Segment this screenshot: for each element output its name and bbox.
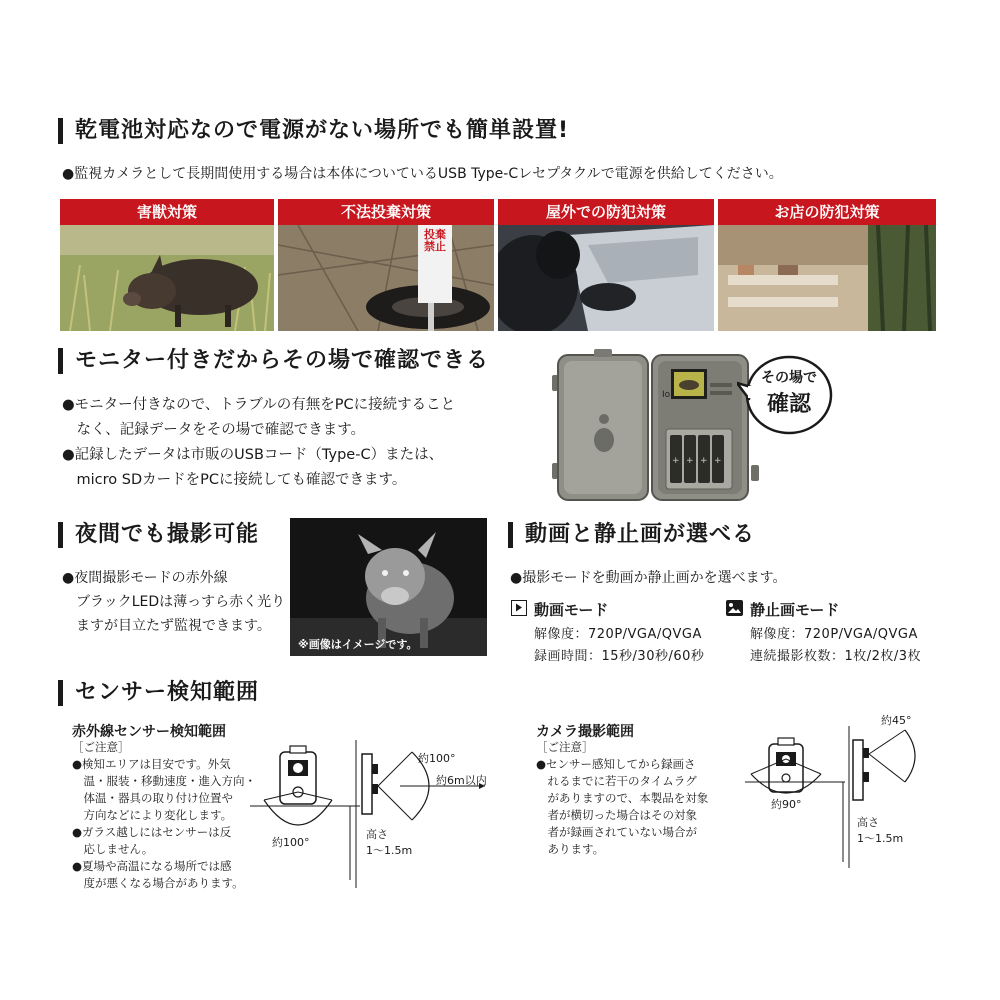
monitor-text-line-2: なく、記録データをその場で確認できます。 <box>62 422 366 438</box>
section-title-monitor: モニター付きだからその場で確認できる <box>58 348 489 374</box>
video-mode-resolution: 解像度：720P/VGA/QVGA <box>534 627 702 642</box>
ir-note-line-7: ●夏場や高温になる場所では感 <box>72 859 232 873</box>
ir-note-line-6: 応しません。 <box>72 842 154 856</box>
ir-caution-label: ［ご注意］ <box>72 740 130 754</box>
camera-note-line-3: がありますので、本製品を対象 <box>536 791 709 805</box>
tile-label-pest: 害獣対策 <box>60 199 274 225</box>
camera-note-line-6: あります。 <box>536 842 605 856</box>
svg-text:+: + <box>672 456 680 466</box>
camera-note-line-4: 者が横切った場合はその対象 <box>536 808 697 822</box>
no-dumping-sign-text: 投棄禁止 <box>424 228 446 253</box>
store-photo <box>718 225 936 331</box>
check-on-site-bubble <box>737 353 833 437</box>
boar-photo <box>60 225 274 331</box>
tile-label-dumping: 不法投棄対策 <box>278 199 494 225</box>
car-theft-photo <box>498 225 714 331</box>
play-icon <box>511 600 527 616</box>
ir-angle-top-label: 約100° <box>418 752 456 765</box>
section-title-night: 夜間でも撮影可能 <box>58 522 259 548</box>
video-mode-duration: 録画時間：15秒/30秒/60秒 <box>534 649 705 664</box>
video-mode-title: 動画モード <box>534 601 609 619</box>
ir-range-heading: 赤外線センサー検知範囲 <box>72 724 226 740</box>
monitor-text-line-3: ●記録したデータは市販のUSBコード（Type-C）または、 <box>62 447 444 463</box>
bubble-text-line-1: その場で <box>761 370 817 386</box>
open-camera-illustration <box>548 345 763 507</box>
tile-label-store: お店の防犯対策 <box>718 199 936 225</box>
svg-text:Io: Io <box>662 390 671 400</box>
section-title-modes: 動画と静止画が選べる <box>508 522 755 548</box>
night-text-line-2: ブラックLEDは薄っすら赤く光り <box>62 594 286 610</box>
camera-range-heading: カメラ撮影範囲 <box>536 724 634 740</box>
tile-label-outdoor: 屋外での防犯対策 <box>498 199 714 225</box>
mode-note: ●撮影モードを動画か静止画かを選べます。 <box>510 570 787 586</box>
dumping-photo <box>278 225 494 331</box>
still-mode-resolution: 解像度：720P/VGA/QVGA <box>750 627 918 642</box>
ir-note-line-8: 度が悪くなる場合があります。 <box>72 876 244 890</box>
ir-note-line-5: ●ガラス越しにはセンサーは反 <box>72 825 232 839</box>
camera-note-line-5: 者が録画されていない場合が <box>536 825 697 839</box>
camera-angle-top-label: 約45° <box>881 714 912 727</box>
image-disclaimer: ※画像はイメージです。 <box>298 638 418 651</box>
night-text-line-1: ●夜間撮影モードの赤外線 <box>62 570 228 586</box>
camera-height-label: 高さ <box>857 816 879 829</box>
ir-note-line-3: 体温・器具の取り付け位置や <box>72 791 233 805</box>
camera-height-value: 1～1.5m <box>857 832 904 845</box>
camera-angle-bottom-label: 約90° <box>771 798 802 811</box>
camera-caution-label: ［ご注意］ <box>536 740 594 754</box>
camera-note-line-1: ●センサー感知してから録画さ <box>536 757 696 771</box>
svg-text:+: + <box>714 456 722 466</box>
ir-height-label: 高さ <box>366 828 388 841</box>
ir-note-line-4: 方向などにより変化します。 <box>72 808 233 822</box>
ir-distance-label: 約6m以内 <box>436 774 487 787</box>
bubble-text-line-2: 確認 <box>766 392 811 417</box>
svg-text:+: + <box>700 456 708 466</box>
svg-text:+: + <box>686 456 694 466</box>
still-mode-burst: 連続撮影枚数：1枚/2枚/3枚 <box>750 649 922 664</box>
ir-height-value: 1～1.5m <box>366 844 413 857</box>
monitor-text-line-1: ●モニター付きなので、トラブルの有無をPCに接続すること <box>62 397 456 413</box>
camera-note-line-2: れるまでに若干のタイムラグ <box>536 774 697 788</box>
camera-range-diagram <box>745 712 935 872</box>
ir-angle-bottom-label: 約100° <box>272 836 310 849</box>
ir-detection-diagram <box>250 740 510 890</box>
section-title-sensor: センサー検知範囲 <box>58 680 259 706</box>
usb-power-note: ●監視カメラとして長期間使用する場合は本体についているUSB Type-Cレセプタクルで電源を供給してください。 <box>62 166 783 182</box>
night-text-line-3: ますが目立たず監視できます。 <box>62 618 271 634</box>
night-boar-photo <box>290 518 487 656</box>
still-mode-title: 静止画モード <box>750 601 840 619</box>
monitor-text-line-4: micro SDカードをPCに接続しても確認できます。 <box>62 472 407 488</box>
ir-note-line-1: ●検知エリアは目安です。外気 <box>72 757 231 771</box>
image-icon <box>726 600 743 616</box>
section-title-battery: 乾電池対応なので電源がない場所でも簡単設置! <box>58 118 569 144</box>
ir-note-line-2: 温・服装・移動速度・進入方向・ <box>72 774 256 788</box>
